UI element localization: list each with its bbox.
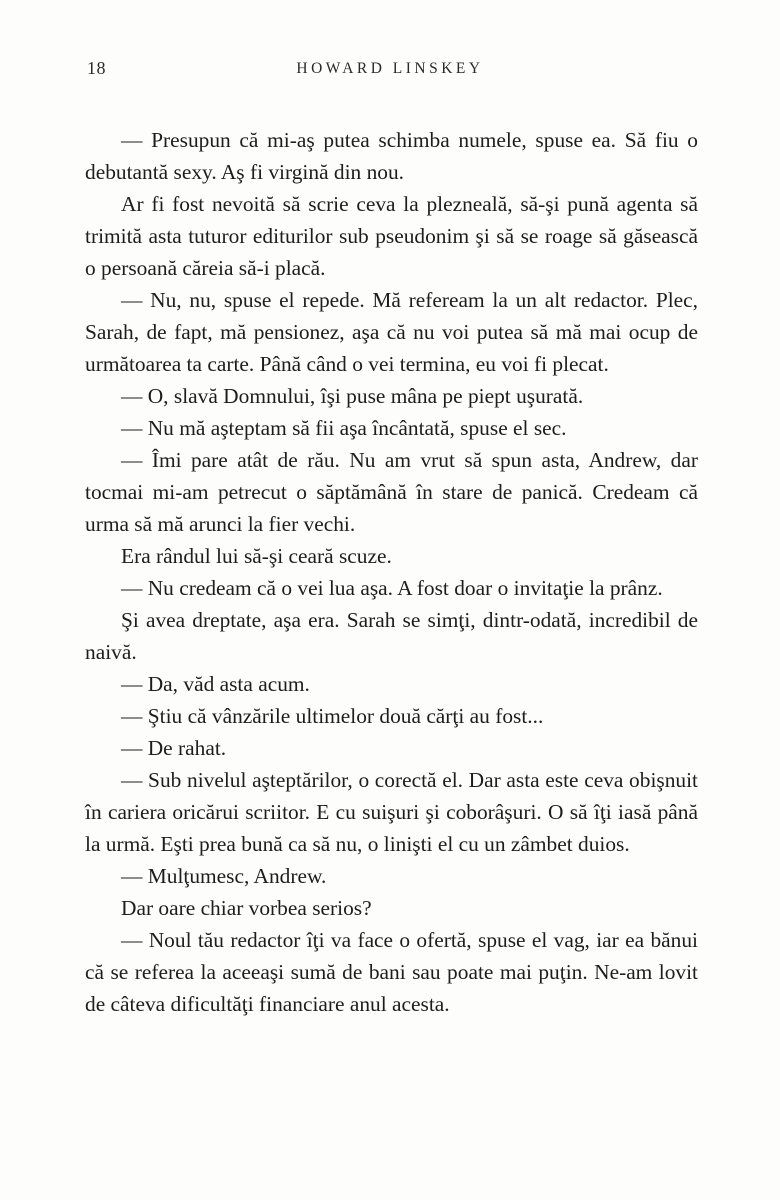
paragraph: — Sub nivelul aşteptărilor, o corectă el. Dar asta este ceva obişnuit în cariera oricărui scriitor. E cu suişuri şi coborâşuri. O să îţi iasă până la urmă. Eşti prea bună ca să nu, o linişti el cu un zâmbet duios.	[85, 768, 698, 856]
page-number: 18	[87, 58, 106, 78]
paragraph: Era rândul lui să-şi ceară scuze.	[121, 544, 392, 568]
paragraph: Şi avea dreptate, aşa era. Sarah se simţi, dintr-odată, incredibil de naivă.	[85, 608, 698, 664]
paragraph: — Mulţumesc, Andrew.	[121, 864, 327, 888]
paragraph: — Da, văd asta acum.	[121, 672, 310, 696]
running-header	[85, 58, 695, 84]
paragraph: — Noul tău redactor îţi va face o ofertă, spuse el vag, iar ea bănui că se referea la aceeaşi sumă de bani sau poate mai puţin. Ne-am lovit de câteva dificultăţi financiare anul acesta.	[85, 928, 698, 1016]
body-text	[85, 124, 698, 1020]
paragraph: — Nu, nu, spuse el repede. Mă refeream la un alt redactor. Plec, Sarah, de fapt, mă pensionez, aşa că nu voi putea să mă mai ocup de următoarea ta carte. Până când o vei termina, eu voi fi plecat.	[85, 288, 698, 376]
paragraph: — Nu mă aşteptam să fii aşa încântată, spuse el sec.	[121, 416, 567, 440]
paragraph: — O, slavă Domnului, îşi puse mâna pe piept uşurată.	[121, 384, 584, 408]
paragraph: Ar fi fost nevoită să scrie ceva la plezneală, să-şi pună agenta să trimită asta tuturor editurilor sub pseudonim şi să se roage să găsească o persoană căreia să-i placă.	[85, 192, 698, 280]
paragraph: — Nu credeam că o vei lua aşa. A fost doar o invitaţie la prânz.	[121, 576, 663, 600]
running-head-author: HOWARD LINSKEY	[296, 60, 484, 77]
paragraph: — De rahat.	[121, 736, 227, 760]
paragraph: — Îmi pare atât de rău. Nu am vrut să spun asta, Andrew, dar tocmai mi-am petrecut o săptămână în stare de panică. Credeam că urma să mă arunci la fier vechi.	[85, 448, 698, 536]
paragraph: — Ştiu că vânzările ultimelor două cărţi au fost...	[121, 704, 544, 728]
paragraph: Dar oare chiar vorbea serios?	[121, 896, 372, 920]
paragraph: — Presupun că mi-aş putea schimba numele, spuse ea. Să fiu o debutantă sexy. Aş fi virgină din nou.	[85, 128, 698, 184]
